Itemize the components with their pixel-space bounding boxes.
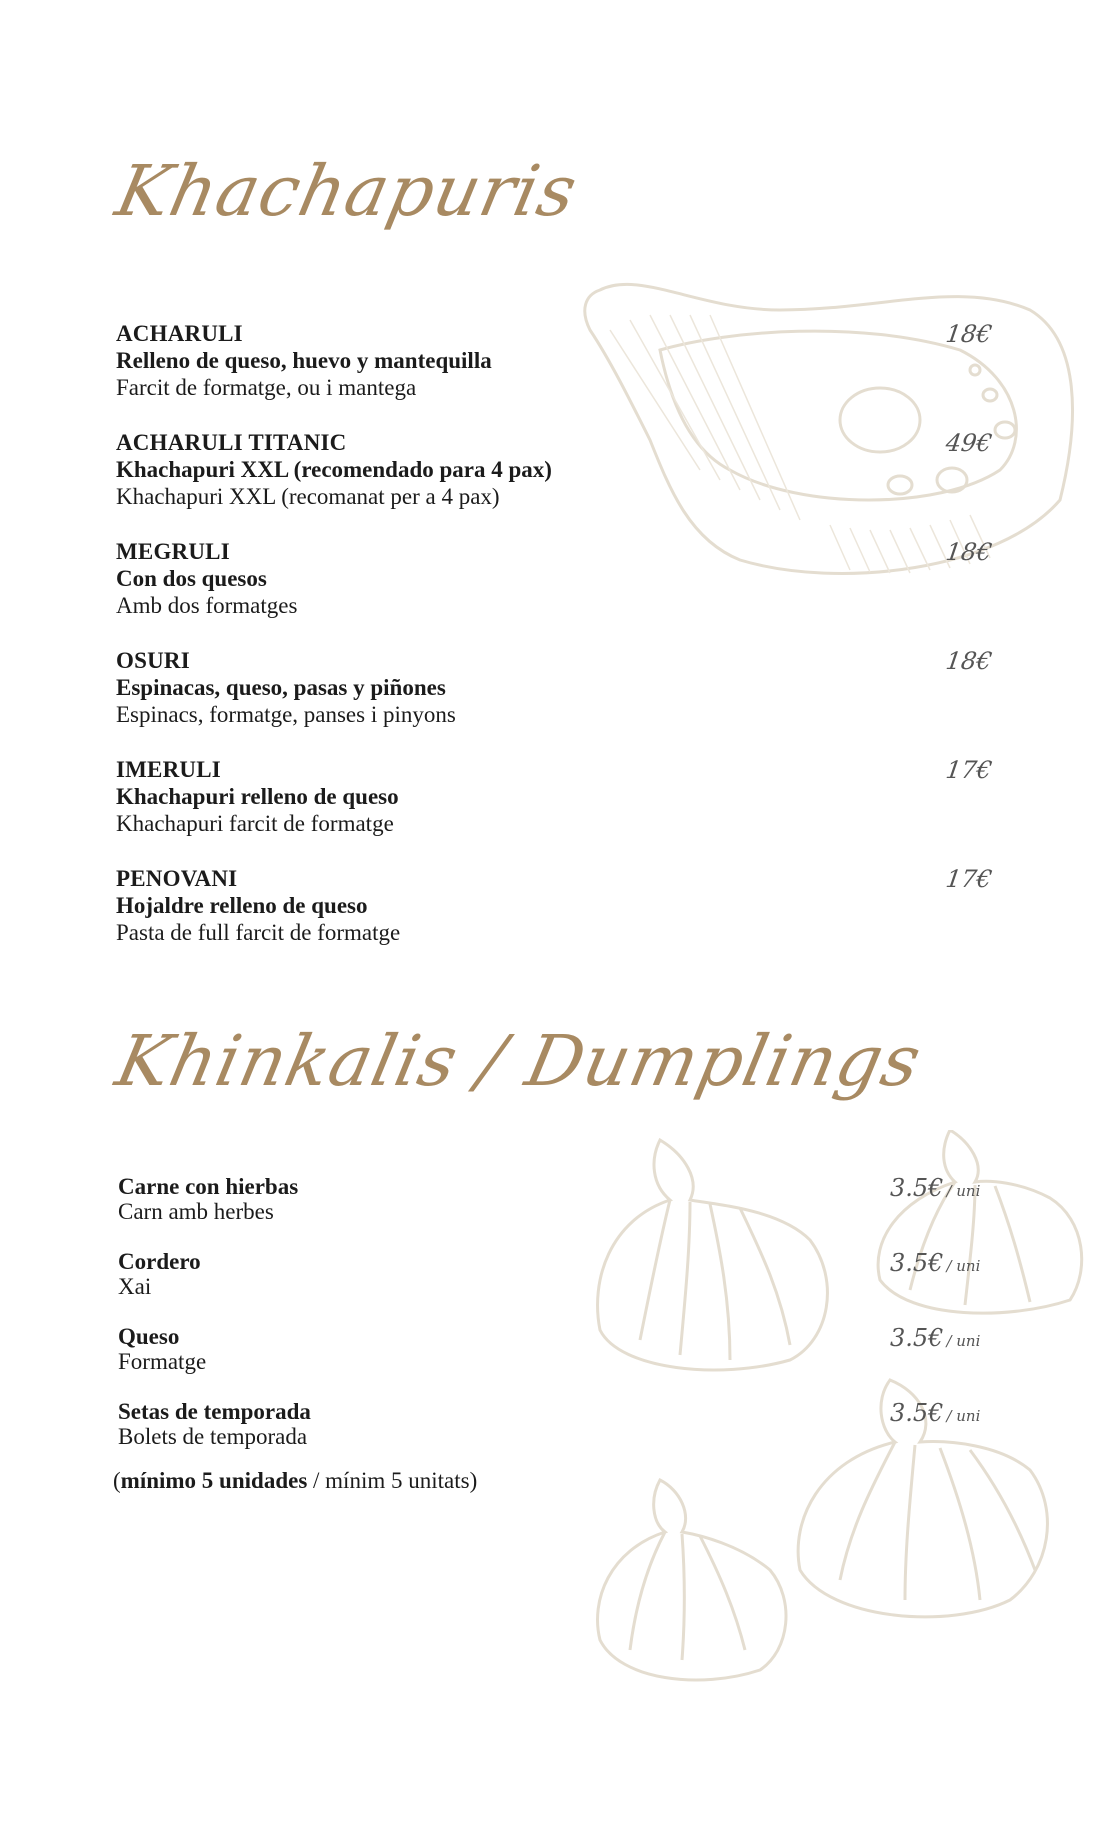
khinkalis-title: Khinkalis / Dumplings: [109, 1020, 929, 1102]
item-price: 18€: [944, 538, 994, 566]
item-description-es: Setas de temporada: [118, 1399, 311, 1424]
item-description-ca: Khachapuri farcit de formatge: [116, 811, 394, 836]
minimum-es: mínimo 5 unidades: [120, 1468, 308, 1493]
item-description-ca: Formatge: [118, 1349, 207, 1374]
price-unit: / uni: [946, 1332, 981, 1350]
item-description-ca: Khachapuri XXL (recomanat per a 4 pax): [116, 484, 500, 509]
item-description-ca: Bolets de temporada: [118, 1424, 308, 1449]
menu-item: [116, 429, 994, 510]
item-name: IMERULI: [116, 757, 221, 782]
item-name: ACHARULI: [116, 321, 243, 346]
item-description-ca: Pasta de full farcit de formatge: [116, 920, 401, 945]
price-unit: / uni: [946, 1407, 981, 1425]
menu-item: [116, 756, 994, 837]
item-name: OSURI: [116, 648, 190, 673]
item-description-es: Khachapuri relleno de queso: [116, 784, 399, 809]
price-value: 3.5€: [890, 1249, 944, 1277]
item-name: ACHARULI TITANIC: [116, 430, 347, 455]
item-description-es: Queso: [118, 1324, 180, 1349]
dumpling-item: [118, 1174, 988, 1224]
item-description-es: Relleno de queso, huevo y mantequilla: [116, 348, 492, 373]
menu-item: [116, 865, 994, 946]
price-unit: / uni: [946, 1257, 981, 1275]
khachapuris-title: Khachapuris: [109, 150, 585, 232]
price-value: 3.5€: [890, 1174, 944, 1202]
item-description-ca: Espinacs, formatge, panses i pinyons: [116, 702, 456, 727]
item-price: [890, 1174, 980, 1202]
item-description-es: Hojaldre relleno de queso: [116, 893, 368, 918]
item-description-es: Khachapuri XXL (recomendado para 4 pax): [116, 457, 552, 482]
item-price: 49€: [944, 429, 994, 457]
menu-item: [116, 647, 994, 728]
price-value: 3.5€: [890, 1399, 944, 1427]
item-description-es: Espinacas, queso, pasas y piñones: [116, 675, 446, 700]
item-price: 18€: [944, 320, 994, 348]
item-description-es: Cordero: [118, 1249, 201, 1274]
dumpling-item: [118, 1249, 988, 1299]
item-name: PENOVANI: [116, 866, 238, 891]
price-unit: / uni: [946, 1182, 981, 1200]
item-description-ca: Farcit de formatge, ou i mantega: [116, 375, 417, 400]
item-description-ca: Carn amb herbes: [118, 1199, 274, 1224]
menu-item: [116, 320, 994, 401]
price-value: 3.5€: [890, 1324, 944, 1352]
dumpling-item: [118, 1324, 988, 1374]
item-description-ca: Xai: [118, 1274, 152, 1299]
item-price: 18€: [944, 647, 994, 675]
dumpling-item: [118, 1399, 988, 1449]
minimum-ca: mínim 5 unitats: [325, 1468, 470, 1493]
item-price: [890, 1249, 980, 1277]
item-price: 17€: [944, 756, 994, 784]
item-description-ca: Amb dos formatges: [116, 593, 298, 618]
item-price: [890, 1399, 980, 1427]
minimum-order-note: (mínimo 5 unidades / mínim 5 unitats): [113, 1468, 478, 1493]
item-description-es: Carne con hierbas: [118, 1174, 299, 1199]
menu-item: [116, 538, 994, 619]
item-price: [890, 1324, 980, 1352]
item-name: MEGRULI: [116, 539, 230, 564]
item-price: 17€: [944, 865, 994, 893]
item-description-es: Con dos quesos: [116, 566, 267, 591]
